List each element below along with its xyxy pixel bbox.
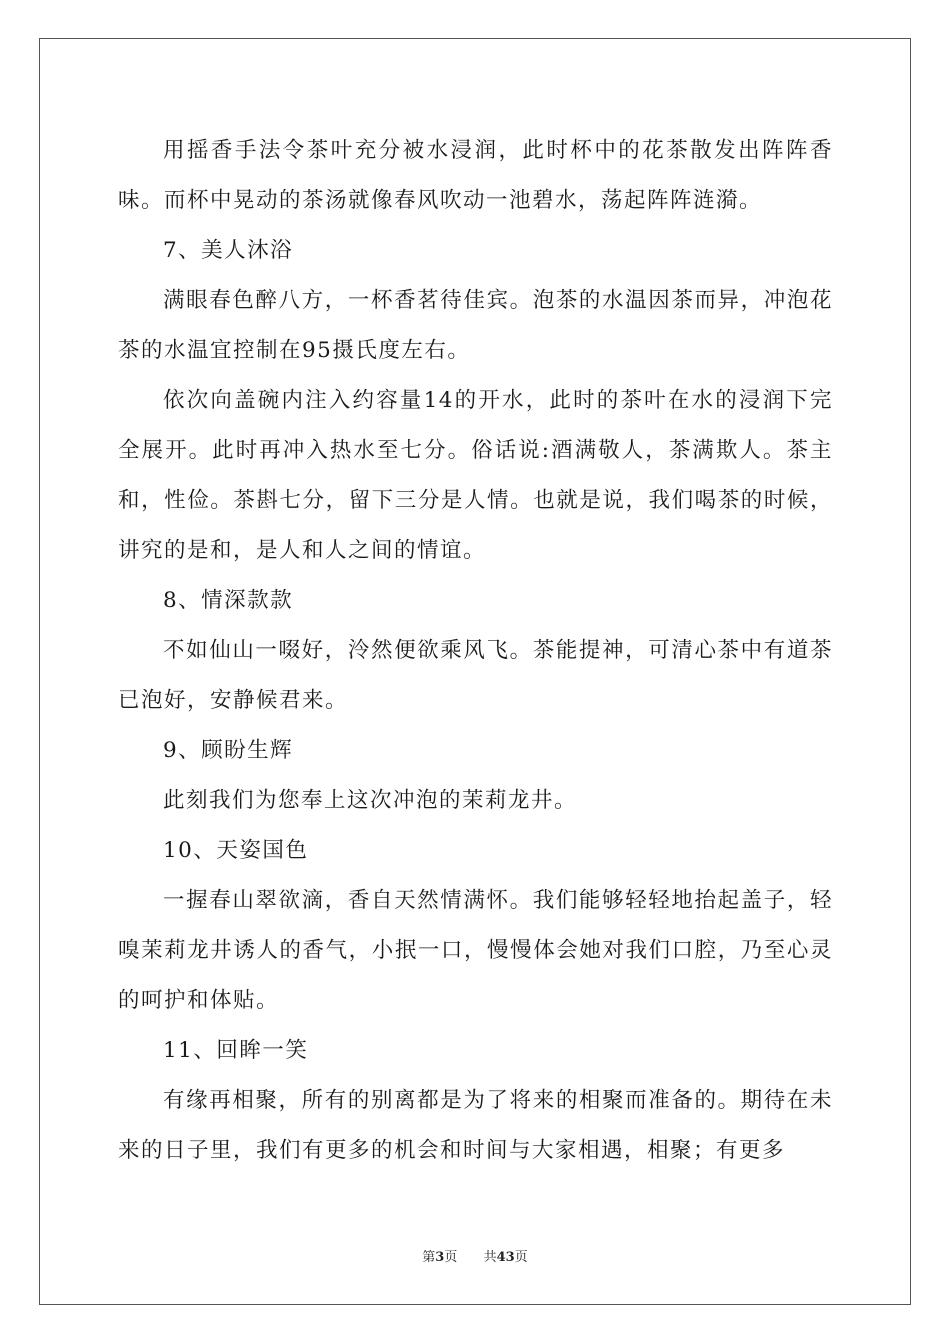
section-heading: 8、情深款款 [163, 588, 294, 613]
section-heading: 10、天姿国色 [163, 838, 309, 863]
paragraph: 有缘再相聚，所有的别离都是为了将来的相聚而准备的。期待在未来的日子里，我们有更多的机会和时间与大家相遇，相聚；有更多 [118, 1088, 833, 1163]
section-heading: 7、美人沐浴 [163, 238, 294, 263]
total-pages: 43 [496, 1250, 515, 1265]
paragraph: 用摇香手法令茶叶充分被水浸润，此时杯中的花茶散发出阵阵香味。而杯中晃动的茶汤就像春风吹动一池碧水，荡起阵阵涟漪。 [118, 138, 833, 213]
page-footer [0, 1246, 950, 1265]
section-heading: 11、回眸一笑 [163, 1038, 309, 1063]
paragraph: 不如仙山一啜好，泠然便欲乘风飞。茶能提神，可清心茶中有道茶已泡好，安静候君来。 [118, 638, 833, 713]
page-suffix: 页 [444, 1250, 458, 1265]
total-suffix: 页 [514, 1250, 528, 1265]
section-heading: 9、顾盼生辉 [163, 738, 294, 763]
paragraph: 此刻我们为您奉上这次冲泡的茉莉龙井。 [163, 788, 578, 813]
paragraph: 依次向盖碗内注入约容量14的开水，此时的茶叶在水的浸润下完全展开。此时再冲入热水至七分。俗话说:酒满敬人，茶满欺人。茶主和，性俭。茶斟七分，留下三分是人情。也就是说，我们喝茶的时候，讲究的是和，是人和人之间的情谊。 [118, 388, 833, 563]
page-number: 3 [435, 1250, 445, 1265]
total-prefix: 共 [483, 1250, 497, 1265]
page-prefix: 第 [422, 1250, 436, 1265]
paragraph: 满眼春色醉八方，一杯香茗待佳宾。泡茶的水温因茶而异，冲泡花茶的水温宜控制在95摄氏度左右。 [118, 288, 833, 363]
document-body [118, 126, 833, 1176]
paragraph: 一握春山翠欲滴，香自天然情满怀。我们能够轻轻地抬起盖子，轻嗅茉莉龙井诱人的香气，小抿一口，慢慢体会她对我们口腔，乃至心灵的呵护和体贴。 [118, 888, 833, 1013]
